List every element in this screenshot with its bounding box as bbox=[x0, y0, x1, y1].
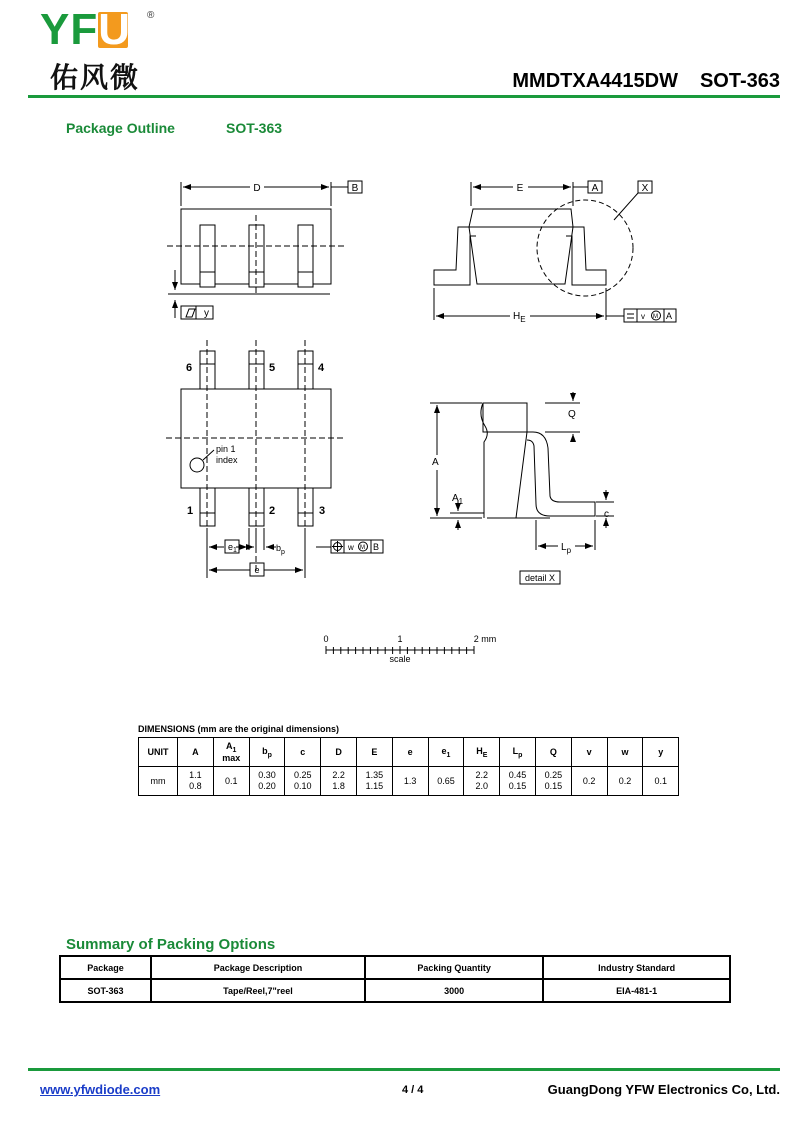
dim-header-cell bbox=[139, 738, 178, 767]
packing-col-package: Package bbox=[60, 956, 151, 979]
dim-header-main: A bbox=[192, 747, 199, 757]
dim-header-cell bbox=[249, 738, 285, 767]
dim-value-cell bbox=[464, 767, 500, 796]
dim-value: 1.3 bbox=[403, 775, 417, 786]
pin-3: 3 bbox=[319, 505, 326, 517]
header-rule bbox=[28, 95, 780, 98]
dim-header-main: b bbox=[262, 745, 268, 756]
label-D: D bbox=[253, 183, 261, 194]
scale-label: scale bbox=[389, 654, 411, 664]
dim-value-cell bbox=[535, 767, 571, 796]
dim-value: 1.8 bbox=[332, 781, 345, 791]
dim-header-sub: 1 bbox=[446, 751, 451, 759]
dimensions-table bbox=[138, 737, 679, 796]
dim-value: 2.2 bbox=[332, 770, 345, 780]
outline-heading: Package Outline bbox=[66, 120, 175, 136]
package-outline-drawing bbox=[0, 170, 800, 670]
dim-header-main: e bbox=[441, 745, 447, 756]
label-e1: $e_1$ bbox=[228, 542, 237, 554]
packing-col-standard: Industry Standard bbox=[543, 956, 730, 979]
company-name: GuangDong YFW Electronics Co, Ltd. bbox=[547, 1082, 780, 1097]
label-A: A bbox=[432, 457, 439, 468]
company-logo-chinese: 佑风微 bbox=[50, 61, 141, 94]
dim-header-cell bbox=[356, 738, 392, 767]
dim-value-cell bbox=[643, 767, 679, 796]
pin-5: 5 bbox=[269, 362, 276, 374]
dim-header-main: E bbox=[371, 747, 378, 757]
label-A1: $A_1$ bbox=[452, 493, 464, 506]
dim-header-max: max bbox=[222, 753, 241, 764]
dim-value-cell bbox=[249, 767, 285, 796]
scale-tick-1: 1 bbox=[397, 634, 403, 644]
packing-cell-quantity: 3000 bbox=[365, 979, 543, 1002]
label-Q: Q bbox=[568, 409, 576, 420]
dim-value: 0.2 bbox=[618, 775, 632, 786]
packing-heading: Summary of Packing Options bbox=[66, 936, 276, 953]
dim-value: 0.25 bbox=[294, 770, 312, 780]
dim-value-cell bbox=[285, 767, 321, 796]
dim-value: 1.1 bbox=[189, 770, 202, 780]
dim-value: 0.1 bbox=[224, 775, 238, 786]
label-HE: $H_E$ bbox=[513, 311, 526, 324]
dim-header-cell bbox=[392, 738, 428, 767]
dim-header-main: y bbox=[658, 747, 664, 757]
dim-header-sub: E bbox=[482, 751, 488, 759]
dim-value: 1.35 bbox=[365, 770, 384, 780]
dim-value-cell bbox=[500, 767, 536, 796]
dim-header-cell bbox=[571, 738, 607, 767]
dim-value-cell bbox=[571, 767, 607, 796]
dim-header-main: UNIT bbox=[147, 747, 169, 757]
datum-A-2: A bbox=[666, 311, 673, 321]
pin-2: 2 bbox=[269, 505, 276, 517]
dim-header-cell bbox=[321, 738, 357, 767]
dim-header-main: L bbox=[512, 745, 519, 756]
dim-header-cell bbox=[500, 738, 536, 767]
packing-cell-description: Tape/Reel,7"reel bbox=[151, 979, 365, 1002]
pin-4: 4 bbox=[318, 362, 325, 374]
dim-header-main: w bbox=[621, 747, 629, 757]
dim-header-cell bbox=[428, 738, 464, 767]
dim-value: 0.15 bbox=[544, 781, 563, 791]
dim-value-cell bbox=[178, 767, 214, 796]
website-link[interactable]: www.yfwdiode.com bbox=[40, 1082, 161, 1097]
label-Lp: $L_p$ bbox=[561, 542, 572, 555]
dim-header-main: H bbox=[476, 745, 483, 756]
pin-1: 1 bbox=[187, 505, 194, 517]
packing-cell-standard: EIA-481-1 bbox=[543, 979, 730, 1002]
dim-value: 0.30 bbox=[258, 770, 276, 780]
pin1-label: pin 1 bbox=[216, 444, 236, 454]
label-bp: $b_p$ bbox=[276, 543, 285, 556]
dim-value: 0.65 bbox=[437, 775, 455, 786]
dim-header-cell bbox=[535, 738, 571, 767]
company-logo: YFU bbox=[40, 5, 132, 54]
package-type: SOT-363 bbox=[699, 70, 780, 92]
datum-A: A bbox=[591, 183, 599, 194]
dim-value-cell bbox=[213, 767, 249, 796]
scale-tick-2: 2 mm bbox=[473, 634, 497, 644]
dim-value-cell bbox=[321, 767, 357, 796]
dim-value: 2.0 bbox=[475, 781, 489, 791]
index-label: index bbox=[216, 455, 238, 465]
dim-header-main: e bbox=[407, 747, 413, 757]
dim-header-main: A bbox=[225, 740, 233, 751]
dim-value: 0.8 bbox=[189, 781, 202, 791]
label-E: E bbox=[516, 183, 524, 194]
dim-header-sub: p bbox=[267, 751, 272, 759]
outline-package: SOT-363 bbox=[226, 120, 283, 136]
dim-header-main: v bbox=[586, 747, 592, 757]
label-y: y bbox=[204, 308, 209, 319]
dim-value: 0.2 bbox=[582, 775, 596, 786]
registered-mark: ® bbox=[147, 10, 155, 21]
dim-header-cell bbox=[178, 738, 214, 767]
dim-header-sub: 1 bbox=[232, 746, 237, 754]
dimensions-data-row bbox=[139, 767, 679, 796]
detail-ref-X: X bbox=[641, 183, 649, 194]
dim-value: 1.15 bbox=[365, 781, 384, 791]
part-number: MMDTXA4415DW bbox=[512, 70, 678, 92]
dim-value: 0.45 bbox=[508, 770, 527, 780]
dim-header-cell bbox=[607, 738, 643, 767]
label-e: e bbox=[254, 565, 260, 575]
dimensions-header-row bbox=[139, 738, 679, 767]
scale-tick-0: 0 bbox=[323, 634, 329, 644]
footer-rule bbox=[28, 1068, 780, 1071]
dim-header-sub: p bbox=[518, 751, 523, 759]
label-w: w bbox=[348, 543, 354, 552]
dim-header-cell bbox=[285, 738, 321, 767]
datum-B: B bbox=[351, 183, 359, 194]
dim-value: 0.15 bbox=[508, 781, 527, 791]
packing-data-row bbox=[60, 979, 730, 1002]
packing-header-row bbox=[60, 956, 730, 979]
dim-header-cell bbox=[213, 738, 249, 767]
detail-X-label: detail X bbox=[524, 573, 556, 583]
pin-6: 6 bbox=[186, 362, 193, 374]
dim-value-cell bbox=[139, 767, 178, 796]
datum-B-2: B bbox=[373, 542, 380, 552]
mmc-m-2: M bbox=[360, 545, 365, 551]
dim-value: 0.25 bbox=[544, 770, 563, 780]
dim-header-main: c bbox=[300, 747, 306, 757]
dim-value: 0.20 bbox=[258, 781, 276, 791]
packing-table bbox=[59, 955, 731, 1003]
mmc-m: M bbox=[653, 314, 658, 320]
packing-col-quantity: Packing Quantity bbox=[365, 956, 543, 979]
dim-value: 0.10 bbox=[294, 781, 312, 791]
document-title bbox=[490, 70, 780, 93]
dim-header-main: D bbox=[335, 747, 342, 757]
dim-value-cell bbox=[392, 767, 428, 796]
page-number: 4 / 4 bbox=[402, 1084, 424, 1096]
dim-value-cell bbox=[428, 767, 464, 796]
dim-header-cell bbox=[464, 738, 500, 767]
label-v: v bbox=[641, 312, 645, 321]
dim-value: 2.2 bbox=[475, 770, 489, 780]
dim-value: mm bbox=[150, 775, 166, 786]
dim-header-main: Q bbox=[549, 747, 557, 757]
packing-col-description: Package Description bbox=[151, 956, 365, 979]
packing-cell-package: SOT-363 bbox=[60, 979, 151, 1002]
dimensions-caption: DIMENSIONS (mm are the original dimensions) bbox=[138, 724, 340, 734]
dim-value: 0.1 bbox=[654, 775, 668, 786]
dim-value-cell bbox=[356, 767, 392, 796]
dim-header-cell bbox=[643, 738, 679, 767]
dim-value-cell bbox=[607, 767, 643, 796]
label-c: c bbox=[604, 509, 609, 520]
